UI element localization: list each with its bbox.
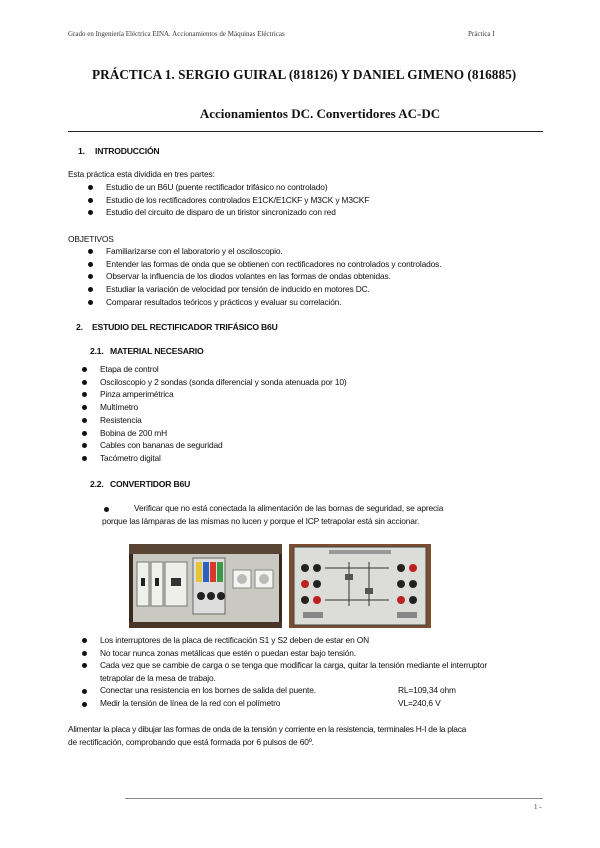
steps-list: [80, 634, 487, 672]
photo-breaker-panel: [129, 544, 282, 628]
list-item: Tacómetro digital: [80, 452, 346, 465]
page-subtitle: Accionamientos DC. Convertidores AC-DC: [199, 106, 441, 121]
list-item: Cables con bananas de seguridad: [80, 439, 346, 452]
list-item: Observar la influencia de los diodos volantes en las formas de ondas obtenidas.: [86, 270, 441, 283]
list-item: Familiarizarse con el laboratorio y el osciloscopio.: [86, 245, 441, 258]
page-number: 1 -: [534, 803, 542, 811]
measure-2-label: Medir la tensión de línea de la red con el polímetro: [100, 698, 281, 708]
objectives-heading: OBJETIVOS: [68, 234, 114, 244]
steps-continuation: tetrapolar de la mesa de trabajo.: [100, 673, 216, 683]
materials-list: [80, 363, 346, 465]
measure-2-value: VL=240,6 V: [398, 698, 441, 708]
objectives-list: [86, 245, 441, 309]
photo-rectifier-board: [289, 544, 431, 628]
section-1-number: 1.: [78, 146, 85, 156]
list-item: Estudio de un B6U (puente rectificador trifásico no controlado): [86, 181, 369, 194]
subsection-2-2-number: 2.2.: [90, 479, 104, 489]
section-2-number: 2.: [76, 322, 83, 332]
running-header-left: Grado en Ingeniería Eléctrica EINA. Accionamientos de Máquinas Eléctricas: [68, 30, 285, 38]
intro-lead: Esta práctica esta dividida en tres partes:: [68, 169, 215, 179]
running-header-right: Práctica I: [468, 30, 495, 38]
list-item: Etapa de control: [80, 363, 346, 376]
subsection-2-2-heading: CONVERTIDOR B6U: [110, 479, 191, 489]
list-item: No tocar nunca zonas metálicas que estén o puedan estar bajo tensión.: [80, 647, 487, 660]
list-item: Estudio de los rectificadores controlados E1CK/E1CKF y M3CK y M3CKF: [86, 194, 369, 207]
section-1-heading: INTRODUCCIÓN: [95, 146, 160, 156]
list-item: Cada vez que se cambie de carga o se tenga que modificar la carga, quitar la tensión mediante el interruptor: [80, 659, 487, 672]
note-bullet: [104, 507, 109, 512]
note-line-2: porque las lámparas de las mismas no lucen y porque el ICP tetrapolar está sin accionar.: [102, 516, 420, 526]
list-item: Resistencia: [80, 414, 346, 427]
list-item: Estudiar la variación de velocidad por tensión de inducido en motores DC.: [86, 283, 441, 296]
footer-divider: [125, 798, 543, 799]
note-line-1: Verificar que no está conectada la alimentación de las bornas de seguridad, se aprecia: [134, 503, 444, 513]
list-item: Multímetro: [80, 401, 346, 414]
measure-1-value: RL=109,34 ohm: [398, 685, 456, 695]
list-item: Estudio del circuito de disparo de un tiristor sincronizado con red: [86, 206, 369, 219]
section-2-heading: ESTUDIO DEL RECTIFICADOR TRIFÁSICO B6U: [92, 322, 278, 332]
title-divider: [68, 131, 543, 132]
measure-2-bullet: [82, 702, 87, 707]
subsection-2-1-heading: MATERIAL NECESARIO: [110, 346, 204, 356]
list-item: Osciloscopio y 2 sondas (sonda diferencial y sonda atenuada por 10): [80, 376, 346, 389]
measure-1-bullet: [82, 689, 87, 694]
intro-list: [86, 181, 369, 219]
closing-line-2: de rectificación, comprobando que está formada por 6 pulsos de 60º.: [68, 737, 314, 747]
page-title: PRÁCTICA 1. SERGIO GUIRAL (818126) Y DANIEL GIMENO (816885): [92, 67, 517, 82]
list-item: Entender las formas de onda que se obtienen con rectificadores no controlados y controlados.: [86, 258, 441, 271]
list-item: Bobina de 200 mH: [80, 427, 346, 440]
measure-1-label: Conectar una resistencia en los bornes de salida del puente.: [100, 685, 316, 695]
list-item: Los interruptores de la placa de rectificación S1 y S2 deben de estar en ON: [80, 634, 487, 647]
list-item: Comparar resultados teóricos y prácticos y evaluar su correlación.: [86, 296, 441, 309]
closing-line-1: Alimentar la placa y dibujar las formas de onda de la tensión y corriente en la resistencia, terminales H-I de la placa: [68, 724, 467, 734]
subsection-2-1-number: 2.1.: [90, 346, 104, 356]
list-item: Pinza amperimétrica: [80, 388, 346, 401]
